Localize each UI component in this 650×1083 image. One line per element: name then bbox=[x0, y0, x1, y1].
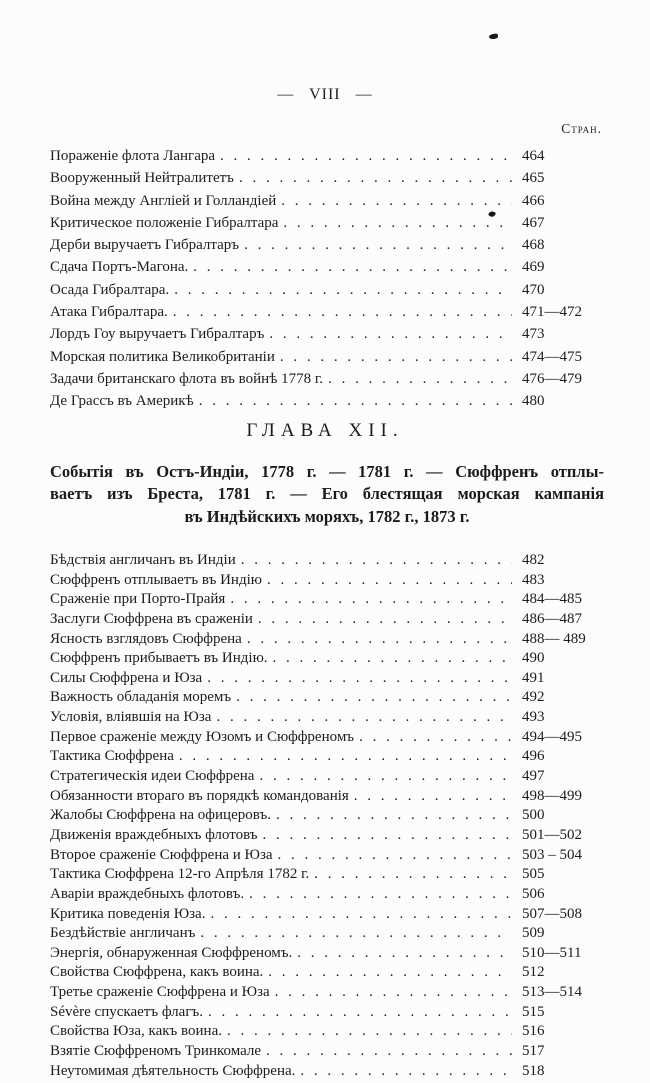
entry-page-number: 516 bbox=[522, 1023, 545, 1040]
entry-title: Аваріи враждебныхъ флотовъ. bbox=[50, 885, 245, 902]
toc-entry bbox=[50, 944, 602, 964]
entry-title: Неутомимая дѣятельность Сюффрена. bbox=[50, 1062, 296, 1079]
entry-page-number: 490 bbox=[522, 650, 545, 667]
toc-entry bbox=[50, 806, 602, 826]
entry-page-number: 493 bbox=[522, 709, 545, 726]
entry-page-number: 501—502 bbox=[522, 826, 582, 843]
dot-leader bbox=[281, 190, 512, 212]
dot-leader bbox=[174, 279, 512, 301]
toc-entry bbox=[50, 1062, 602, 1082]
toc-entry bbox=[50, 234, 602, 256]
toc-entry bbox=[50, 368, 602, 390]
entry-page-number: 467 bbox=[522, 214, 545, 231]
toc-entry bbox=[50, 1003, 602, 1023]
entry-page-number: 468 bbox=[522, 237, 545, 254]
entry-title: Третье сраженіе Сюффрена и Юза bbox=[50, 984, 270, 1001]
toc-entry bbox=[50, 747, 602, 767]
entry-page-number: 498—499 bbox=[522, 787, 582, 804]
dot-leader bbox=[239, 167, 512, 189]
toc-entry bbox=[50, 323, 602, 345]
entry-page-number: 471—472 bbox=[522, 304, 582, 321]
entry-page-number: 469 bbox=[522, 259, 545, 276]
toc-entry bbox=[50, 571, 602, 591]
entry-page-number: 515 bbox=[522, 1003, 545, 1020]
dot-leader bbox=[216, 708, 512, 728]
entry-title: Свойства Юза, какъ воина. bbox=[50, 1023, 222, 1040]
dot-leader bbox=[207, 669, 512, 689]
entry-title: Условія, вліявшія на Юза bbox=[50, 709, 212, 726]
entry-page-number: 464 bbox=[522, 148, 545, 164]
dot-leader bbox=[283, 212, 512, 234]
entry-page-number: 512 bbox=[522, 964, 545, 981]
entry-page-number: 466 bbox=[522, 192, 545, 209]
entry-page-number: 510—511 bbox=[522, 944, 582, 961]
dot-leader bbox=[354, 787, 512, 807]
pages-column-header: Стран. bbox=[561, 121, 602, 136]
dot-leader bbox=[297, 944, 512, 964]
entry-page-number: 509 bbox=[522, 925, 545, 942]
entry-page-number: 473 bbox=[522, 326, 545, 343]
entry-page-number: 513—514 bbox=[522, 984, 582, 1001]
dot-leader bbox=[244, 234, 512, 256]
dot-leader bbox=[263, 826, 512, 846]
ink-speck bbox=[489, 33, 499, 39]
entry-page-number: 503 – 504 bbox=[522, 846, 582, 863]
dot-leader bbox=[220, 145, 512, 167]
dot-leader bbox=[300, 1062, 512, 1082]
toc-entry bbox=[50, 390, 602, 412]
entry-page-number: 500 bbox=[522, 807, 545, 824]
entry-title: Второе сраженіе Сюффрена и Юза bbox=[50, 846, 273, 863]
toc-entry bbox=[50, 963, 602, 983]
dot-leader bbox=[236, 688, 512, 708]
toc-entry bbox=[50, 1022, 602, 1042]
toc-entry bbox=[50, 167, 602, 189]
entry-title: Обязанности втораго въ порядкѣ командованія bbox=[50, 787, 349, 804]
entry-title: Пораженіе флота Лангара bbox=[50, 148, 216, 164]
entry-title: Вооруженный Нейтралитетъ bbox=[50, 170, 234, 187]
dot-leader bbox=[266, 1042, 512, 1062]
dot-leader bbox=[199, 390, 512, 412]
toc-entry bbox=[50, 708, 602, 728]
entry-page-number: 491 bbox=[522, 669, 545, 686]
toc-entry bbox=[50, 865, 602, 885]
chapter-heading: ГЛАВА XII. bbox=[246, 420, 404, 441]
dot-leader bbox=[314, 865, 512, 885]
entry-page-number: 497 bbox=[522, 768, 545, 785]
dot-leader bbox=[179, 747, 512, 767]
entry-title: Первое сраженіе между Юзомъ и Сюффреномъ bbox=[50, 728, 355, 745]
entry-title: Движенія враждебныхъ флотовъ bbox=[50, 826, 258, 843]
toc-entry bbox=[50, 885, 602, 905]
entry-title: Дерби выручаетъ Гибралтаръ bbox=[50, 237, 240, 254]
page-number-header: — VIII — bbox=[277, 86, 373, 103]
dot-leader bbox=[230, 590, 512, 610]
entry-title: Свойства Сюффрена, какъ воина. bbox=[50, 964, 264, 981]
chapter-summary-line: Событія въ Остъ-Индіи, 1778 г. — 1781 г. — Сюффренъ отплы- bbox=[50, 462, 604, 481]
entry-page-number: 492 bbox=[522, 689, 545, 706]
entry-title: Сраженіе при Порто-Прайя bbox=[50, 591, 226, 608]
dot-leader bbox=[227, 1022, 512, 1042]
toc-entry bbox=[50, 610, 602, 630]
entry-title: Тактика Сюффрена bbox=[50, 748, 174, 765]
entry-page-number: 483 bbox=[522, 571, 545, 588]
entry-page-number: 517 bbox=[522, 1043, 545, 1060]
toc-entry bbox=[50, 279, 602, 301]
toc-entry bbox=[50, 669, 602, 689]
toc-entry bbox=[50, 983, 602, 1003]
entry-title: Задачи британскаго флота въ войнѣ 1778 г. bbox=[50, 370, 324, 387]
entry-title: Де Грассъ въ Америкѣ bbox=[50, 393, 194, 410]
dot-leader bbox=[275, 983, 512, 1003]
toc-entry bbox=[50, 767, 602, 787]
entry-title: Важность обладанія моремъ bbox=[50, 689, 232, 706]
entry-page-number: 507—508 bbox=[522, 905, 582, 922]
entry-title: Тактика Сюффрена 12-го Апрѣля 1782 г. bbox=[50, 866, 310, 883]
entry-title: Сюффренъ отплываетъ въ Индію bbox=[50, 571, 262, 588]
toc-entry bbox=[50, 551, 602, 571]
toc-entry bbox=[50, 301, 602, 323]
toc-entry bbox=[50, 787, 602, 807]
toc-entry bbox=[50, 190, 602, 212]
dot-leader bbox=[208, 1003, 512, 1023]
entry-title: Морская политика Великобританіи bbox=[50, 348, 275, 365]
entry-title: Взятіе Сюффреномъ Тринкомале bbox=[50, 1043, 262, 1060]
entry-title: Сюффренъ прибываетъ въ Индію. bbox=[50, 650, 268, 667]
chapter-summary-line: ваетъ изъ Бреста, 1781 г. — Его блестящая морская кампанія bbox=[50, 484, 604, 504]
toc-list-part2 bbox=[50, 551, 602, 1081]
entry-page-number: 506 bbox=[522, 885, 545, 902]
entry-title: Атака Гибралтара. bbox=[50, 304, 168, 321]
entry-page-number: 480 bbox=[522, 393, 545, 410]
entry-page-number: 486—487 bbox=[522, 610, 582, 627]
entry-title: Жалобы Сюффрена на офицеровъ. bbox=[50, 807, 271, 824]
entry-title: Лордъ Гоу выручаетъ Гибралтаръ bbox=[50, 326, 265, 343]
toc-entry bbox=[50, 630, 602, 650]
chapter-summary bbox=[50, 461, 604, 528]
toc-entry bbox=[50, 649, 602, 669]
entry-title: Осада Гибралтара. bbox=[50, 281, 170, 298]
toc-entry bbox=[50, 905, 602, 925]
toc-entry bbox=[50, 728, 602, 748]
toc-entry bbox=[50, 346, 602, 368]
entry-page-number: 470 bbox=[522, 281, 545, 298]
dot-leader bbox=[173, 301, 512, 323]
dot-leader bbox=[359, 728, 512, 748]
entry-page-number: 494—495 bbox=[522, 728, 582, 745]
entry-title: Стратегическія идеи Сюффрена bbox=[50, 768, 255, 785]
dot-leader bbox=[249, 885, 512, 905]
dot-leader bbox=[267, 571, 512, 591]
toc-entry bbox=[50, 846, 602, 866]
dot-leader bbox=[193, 256, 512, 278]
toc-entry bbox=[50, 924, 602, 944]
entry-title: Силы Сюффрена и Юза bbox=[50, 669, 203, 686]
dot-leader bbox=[328, 368, 512, 390]
toc-list-part1 bbox=[50, 145, 602, 413]
entry-title: Сдача Портъ-Магона. bbox=[50, 259, 189, 276]
toc-entry bbox=[50, 688, 602, 708]
dot-leader bbox=[269, 323, 512, 345]
entry-title: Критика поведенія Юза. bbox=[50, 905, 206, 922]
entry-title: Бездѣйствіе англичанъ bbox=[50, 925, 196, 942]
dot-leader bbox=[247, 630, 512, 650]
dot-leader bbox=[278, 846, 512, 866]
dot-leader bbox=[258, 610, 512, 630]
dot-leader bbox=[276, 806, 512, 826]
entry-title: Бѣдствія англичанъ въ Индіи bbox=[50, 552, 236, 568]
entry-title: Война между Англіей и Голландіей bbox=[50, 192, 277, 209]
entry-page-number: 505 bbox=[522, 866, 545, 883]
entry-page-number: 476—479 bbox=[522, 370, 582, 387]
toc-entry bbox=[50, 212, 602, 234]
dot-leader bbox=[259, 767, 512, 787]
entry-title: Sévère спускаетъ флагъ. bbox=[50, 1003, 203, 1020]
entry-page-number: 518 bbox=[522, 1062, 545, 1079]
toc-entry bbox=[50, 256, 602, 278]
chapter-summary-line: въ Индѣйскихъ моряхъ, 1782 г., 1873 г. bbox=[184, 506, 470, 526]
entry-page-number: 488— 489 bbox=[522, 630, 586, 647]
entry-page-number: 482 bbox=[522, 552, 545, 568]
dot-leader bbox=[200, 924, 512, 944]
toc-entry bbox=[50, 826, 602, 846]
dot-leader bbox=[210, 905, 512, 925]
entry-page-number: 474—475 bbox=[522, 348, 582, 365]
entry-page-number: 484—485 bbox=[522, 591, 582, 608]
entry-title: Критическое положеніе Гибралтара bbox=[50, 214, 279, 231]
entry-page-number: 465 bbox=[522, 170, 545, 187]
toc-entry bbox=[50, 145, 602, 167]
entry-title: Ясность взглядовъ Сюффрена bbox=[50, 630, 242, 647]
dot-leader bbox=[241, 551, 512, 571]
toc-entry bbox=[50, 590, 602, 610]
toc-entry bbox=[50, 1042, 602, 1062]
dot-leader bbox=[280, 346, 512, 368]
entry-title: Энергія, обнаруженная Сюффреномъ. bbox=[50, 944, 293, 961]
entry-title: Заслуги Сюффрена въ сраженіи bbox=[50, 610, 253, 627]
entry-page-number: 496 bbox=[522, 748, 545, 765]
dot-leader bbox=[268, 963, 512, 983]
dot-leader bbox=[273, 649, 512, 669]
